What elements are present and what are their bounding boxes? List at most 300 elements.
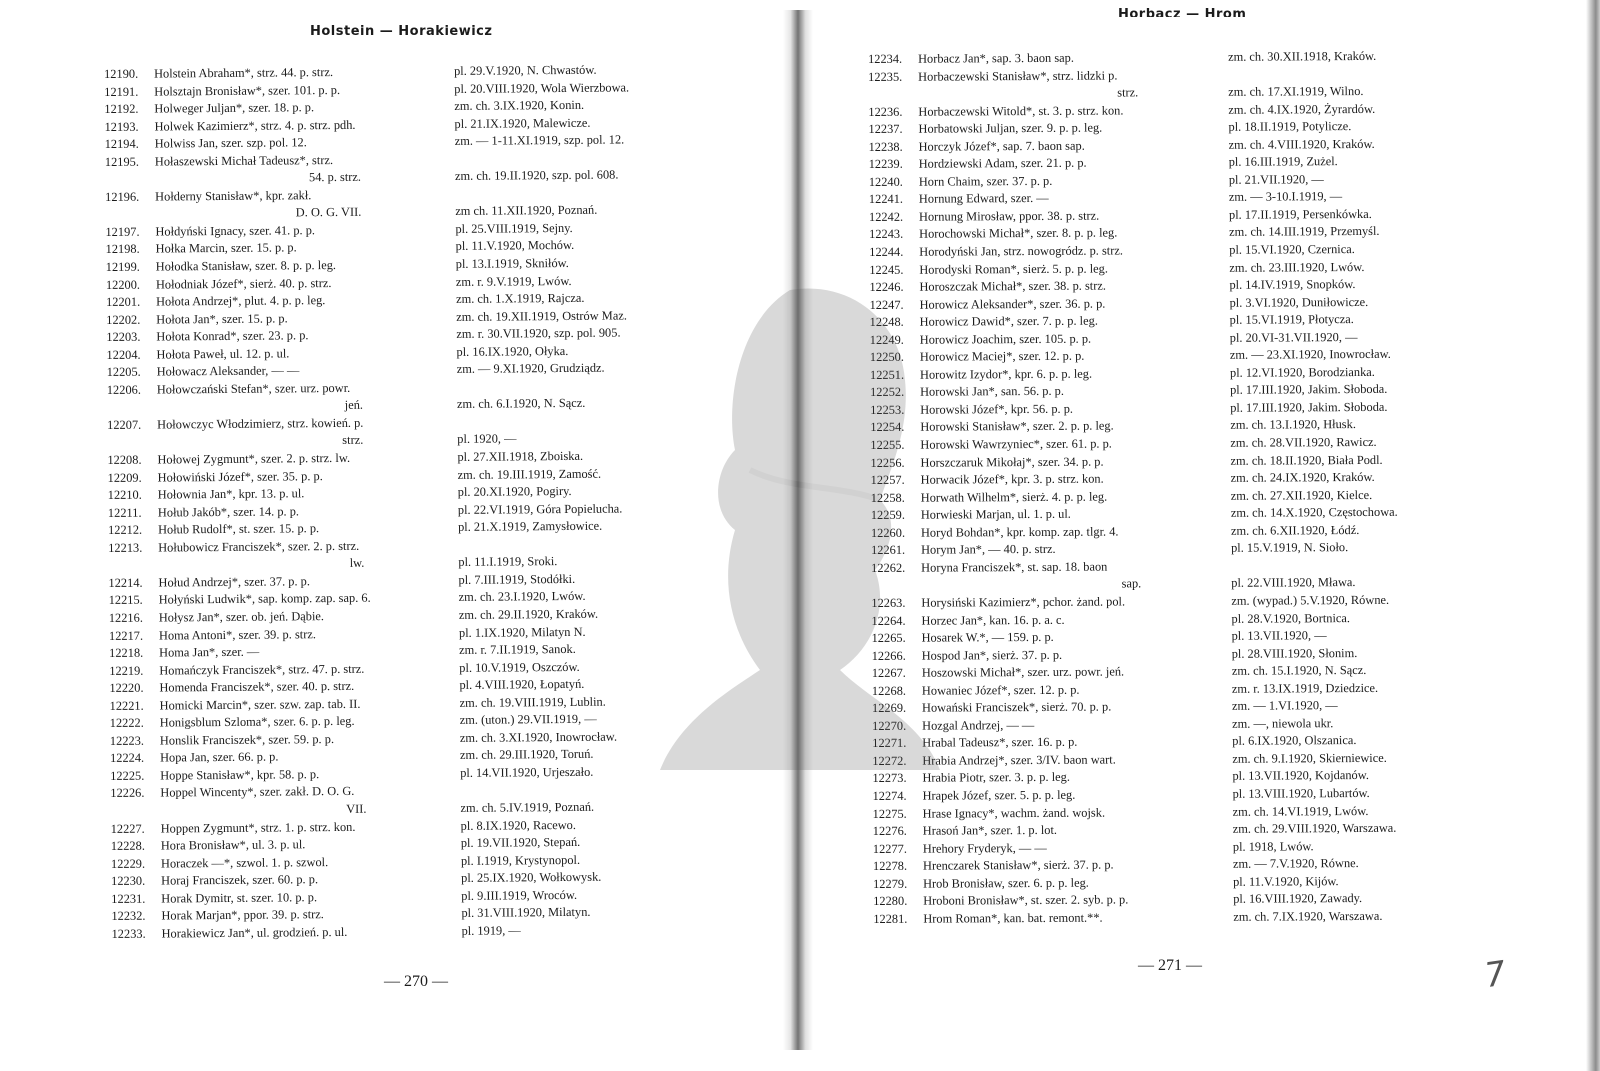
entry-number: 12214.	[108, 575, 143, 590]
entry-name: Hornung Mirosław, ppor. 38. p. strz.	[918, 208, 1100, 224]
handwritten-mark: 7	[1483, 953, 1507, 997]
entry-name: Horwacik Józef*, kpr. 3. p. strz. kon.	[920, 471, 1104, 487]
entry-number: 12246.	[869, 279, 904, 295]
entry-fate: pl. 22.VIII.1920, Mława.	[1231, 575, 1356, 591]
entry-number: 12281.	[873, 911, 908, 926]
entry-number: 12190.	[104, 66, 139, 81]
entry-number: 12256.	[870, 455, 905, 470]
entry-number: 12266.	[871, 648, 906, 663]
entry-name: Hora Bronisław*, ul. 3. p. ul.	[160, 837, 306, 853]
entry-number: 12271.	[872, 736, 907, 751]
entry-fate: zm. — 23.XI.1920, Inowrocław.	[1229, 347, 1391, 363]
entry-name: Horzec Jan*, kan. 16. p. a. c.	[921, 612, 1065, 628]
entry-number: 12262.	[871, 560, 906, 575]
entry-fate: pl. 11.V.1920, Mochów.	[455, 238, 575, 254]
entry-name: Hrasoń Jan*, szer. 1. p. lot.	[922, 822, 1058, 838]
entry-number: 12199.	[105, 259, 140, 275]
entry-fate: zm. ch. 29.VIII.1920, Warszawa.	[1232, 820, 1397, 836]
entry-name: Hrabia Andrzej*, szer. 3/IV. baon wart.	[922, 752, 1116, 768]
entry-name: Hospod Jan*, sierż. 37. p. p.	[921, 647, 1063, 663]
entry-name: Hołota Andrzej*, plut. 4. p. p. leg.	[155, 293, 326, 309]
entry-number: 12243.	[869, 227, 904, 242]
entry-name: Horaj Franciszek, szer. 60. p. p.	[161, 872, 319, 888]
entry-number: 12261.	[871, 543, 906, 558]
entry-number: 12237.	[868, 121, 903, 137]
entry-number: 12200.	[105, 277, 141, 292]
entry-number: 12236.	[868, 104, 903, 119]
entry-name: Hołdyński Ignacy, szer. 41. p. p.	[155, 223, 316, 239]
entry-number: 12224.	[109, 751, 145, 766]
entry-name: Horaczek —*, szwol. 1. p. szwol.	[160, 854, 329, 871]
entry-name: Hopa Jan, szer. 66. p. p.	[159, 749, 279, 765]
entry-name: Hołownia Jan*, kpr. 13. p. ul.	[157, 486, 305, 502]
entry-number: 12212.	[107, 522, 143, 538]
entry-number: 12209.	[107, 470, 142, 485]
entry-name: Horoszczak Michał*, szer. 38. p. strz.	[919, 278, 1106, 294]
entry-number: 12269.	[871, 701, 907, 716]
entry-name: Hrapek Józef, szer. 5. p. p. leg.	[922, 787, 1076, 803]
entry-number: 12218.	[109, 645, 144, 661]
entry-fate: pl. 8.IX.1920, Racewo.	[460, 817, 576, 833]
entry-fate: pl. 28.VIII.1920, Słonim.	[1231, 645, 1358, 661]
entry-number: 12226.	[110, 786, 145, 801]
entry-fate: zm. ch. 18.II.1920, Biała Podl.	[1230, 452, 1383, 468]
entry-fate: pl. 16.VIII.1920, Zawady.	[1233, 891, 1363, 907]
entry-number: 12245.	[869, 262, 904, 277]
entry-number: 12235.	[868, 69, 903, 84]
entry-fate: pl. 10.V.1919, Oszczów.	[459, 659, 580, 675]
entry-fate: pl. 13.VII.1920, Kojdanów.	[1232, 768, 1369, 784]
entry-number: 12267.	[871, 665, 906, 681]
entry-name: Hołowczyc Włodzimierz, strz. kowień. p.	[157, 415, 364, 432]
entry-name: Hrehory Fryderyk, — —	[922, 840, 1047, 856]
entry-fate: pl. 17.III.1920, Jakim. Słoboda.	[1230, 399, 1388, 415]
entry-number: 12202.	[106, 312, 141, 327]
entry-number: 12257.	[870, 472, 905, 488]
entry-number: 12231.	[111, 891, 146, 906]
list-item	[107, 412, 727, 453]
entry-number: 12249.	[869, 332, 904, 347]
entry-name: Holstein Abraham*, strz. 44. p. strz.	[154, 65, 334, 81]
entry-name: Horowski Józef*, kpr. 56. p. p.	[920, 401, 1074, 417]
entry-number: 12194.	[104, 136, 139, 152]
entry-name: Hrase Ignacy*, wachm. żand. wojsk.	[922, 805, 1106, 821]
entry-continuation: strz.	[342, 433, 364, 448]
entry-fate: pl. 28.V.1920, Bortnica.	[1231, 610, 1351, 626]
right-page	[800, 0, 1600, 1071]
entry-name: Horowski Wawrzyniec*, szer. 61. p. p.	[920, 436, 1112, 452]
entry-fate: pl. 1919, —	[461, 923, 521, 938]
entry-fate: zm. ch. 23.I.1920, Lwów.	[458, 589, 586, 605]
entry-number: 12219.	[109, 663, 144, 678]
entry-fate: zm. ch. 7.IX.1920, Warszawa.	[1233, 908, 1383, 924]
entry-fate: zm. ch. 19.III.1919, Zamość.	[457, 466, 602, 482]
entry-name: Horbaczewski Stanisław*, strz. lidzki p.	[918, 68, 1118, 84]
entry-fate: zm. ch. 14.X.1920, Częstochowa.	[1230, 504, 1398, 521]
entry-name: Hoppel Wincenty*, szer. zakł. D. O. G.	[160, 784, 355, 800]
entry-number: 12247.	[869, 297, 904, 312]
entry-continuation: strz.	[1117, 85, 1139, 100]
entry-number: 12241.	[868, 192, 904, 207]
entry-number: 12201.	[105, 294, 141, 310]
entry-number: 12227.	[110, 821, 145, 836]
entry-fate: pl. 18.II.1919, Potylicze.	[1228, 119, 1352, 134]
entry-fate: zm. ch. 19.XII.1919, Ostrów Maz.	[456, 308, 627, 324]
entry-number: 12228.	[110, 838, 145, 854]
entry-name: Honslik Franciszek*, szer. 59. p. p.	[159, 731, 335, 748]
running-header: Horbacz — Hrom	[1118, 7, 1247, 17]
entry-name: Hołodniak Józef*, sierż. 40. p. strz.	[155, 275, 332, 292]
entry-number: 12204.	[106, 347, 141, 362]
entry-number: 12198.	[105, 242, 140, 257]
entry-name: Holwiss Jan, szer. szp. pol. 12.	[154, 135, 307, 151]
entry-name: Horyd Bohdan*, kpr. komp. zap. tlgr. 4.	[920, 524, 1119, 540]
entry-fate: zm. ch. 9.I.1920, Skierniewice.	[1232, 750, 1387, 766]
entry-fate: zm. — 1-11.XI.1919, szp. pol. 12.	[454, 132, 625, 149]
entry-name: Homenda Franciszek*, szer. 40. p. strz.	[159, 678, 355, 695]
entry-number: 12223.	[109, 733, 145, 748]
entry-name: Hołaszewski Michał Tadeusz*, strz.	[154, 152, 334, 169]
entry-fate: pl. 1918, Lwów.	[1232, 838, 1314, 854]
entry-fate: zm. (uton.) 29.VII.1919, —	[459, 711, 597, 728]
entry-fate: zm. — 3-10.I.1919, —	[1228, 189, 1343, 205]
entry-number: 12239.	[868, 157, 903, 172]
entry-number: 12208.	[107, 452, 142, 468]
entry-number: 12265.	[871, 630, 906, 646]
list-item	[108, 534, 728, 575]
entry-name: Hołodka Stanisław, szer. 8. p. p. leg.	[155, 257, 337, 274]
entry-fate: pl. 13.I.1919, Skniłów.	[455, 255, 569, 271]
entry-number: 12207.	[107, 417, 142, 432]
entry-number: 12213.	[108, 540, 143, 555]
entry-fate: pl. 19.VII.1920, Stepań.	[460, 834, 581, 850]
entry-number: 12242.	[868, 209, 904, 224]
entry-fate: zm. ch. 6.I.1920, N. Sącz.	[456, 396, 586, 412]
entry-fate: zm. ch. 14.VI.1919, Lwów.	[1232, 803, 1369, 819]
entry-name: Hołub Rudolf*, st. szer. 15. p. p.	[157, 521, 320, 537]
entry-continuation: VII.	[346, 801, 367, 816]
entry-number: 12193.	[104, 119, 139, 134]
entry-fate: zm. — 1.VI.1920, —	[1231, 698, 1338, 714]
entry-name: Horn Chaim, szer. 37. p. p.	[918, 173, 1053, 189]
entry-name: Hołowczański Stefan*, szer. urz. powr.	[156, 380, 351, 397]
entry-name: Horowski Stanisław*, szer. 2. p. p. leg.	[920, 418, 1114, 435]
entry-number: 12273.	[872, 771, 907, 786]
entry-fate: pl. 1.IX.1920, Milatyn N.	[458, 624, 586, 640]
entry-name: Horbatowski Juljan, szer. 9. p. p. leg.	[918, 120, 1103, 136]
entry-fate: zm. ch. 4.IX.1920, Żyrardów.	[1228, 101, 1376, 117]
entry-name: Holweger Juljan*, szer. 18. p. p.	[154, 100, 315, 116]
entry-name: Homa Jan*, szer. —	[159, 644, 260, 660]
entry-fate: pl. 11.I.1919, Sroki.	[458, 554, 558, 570]
entry-fate: pl. 7.III.1919, Stodółki.	[458, 571, 576, 587]
entry-number: 12232.	[111, 908, 146, 924]
entry-name: Hrabal Tadeusz*, szer. 16. p. p.	[922, 735, 1078, 751]
list-item	[110, 780, 730, 821]
entry-name: Horym Jan*, — 40. p. strz.	[921, 542, 1056, 557]
entry-name: Hrob Bronisław, szer. 6. p. p. leg.	[923, 875, 1089, 891]
entry-number: 12272.	[872, 753, 907, 768]
entry-fate: pl. 1920, —	[457, 431, 517, 447]
entry-fate: zm. ch. 14.III.1919, Przemyśl.	[1229, 224, 1380, 240]
entry-number: 12250.	[869, 350, 904, 365]
entry-fate: pl. 14.VII.1920, Urjeszało.	[460, 764, 594, 780]
entry-continuation: lw.	[349, 556, 365, 571]
entry-number: 12253.	[870, 402, 905, 417]
entry-name: Howaniec Józef*, szer. 12. p. p.	[921, 682, 1080, 698]
entry-name: Horak Marjan*, ppor. 39. p. strz.	[161, 907, 324, 923]
entry-fate: pl. 16.IX.1920, Ołyka.	[456, 343, 569, 359]
entry-number: 12240.	[868, 174, 903, 189]
entry-number: 12234.	[868, 51, 903, 66]
entry-continuation: sap.	[1121, 576, 1142, 591]
entry-number: 12217.	[108, 628, 144, 643]
entry-fate: pl. 13.VIII.1920, Lubartów.	[1232, 785, 1370, 801]
entry-fate: pl. 21.IX.1920, Malewicze.	[454, 115, 591, 131]
entry-fate: pl. 12.VI.1920, Borodzianka.	[1229, 364, 1375, 380]
entry-fate: zm. ch. 3.XI.1920, Inowrocław.	[459, 729, 618, 745]
list-item	[873, 907, 1513, 928]
entry-fate: zm. r. 7.II.1919, Sanok.	[459, 641, 576, 657]
entry-number: 12260.	[870, 525, 906, 540]
entry-number: 12220.	[109, 680, 144, 696]
entry-name: Horyna Franciszek*, st. sap. 18. baon	[921, 559, 1108, 575]
entry-name: Horak Dymitr, st. szer. 10. p. p.	[161, 889, 318, 906]
entry-name: Howański Franciszek*, sierż. 70. p. p.	[921, 699, 1112, 715]
entry-name: Hornung Edward, szer. —	[918, 191, 1049, 207]
entry-name: Horowicz Aleksander*, szer. 36. p. p.	[919, 296, 1106, 312]
entry-continuation: 54. p. strz.	[308, 170, 362, 185]
entry-fate: pl. 20.VI-31.VII.1920, —	[1229, 329, 1358, 345]
entry-number: 12248.	[869, 314, 904, 330]
entry-fate: pl. 9.III.1919, Wroców.	[461, 887, 578, 903]
running-header: Holstein — Horakiewicz	[310, 24, 493, 39]
entry-list	[868, 47, 1513, 928]
entry-name: Honigsblum Szloma*, szer. 6. p. p. leg.	[159, 714, 355, 730]
entry-name: Horowitz Izydor*, kpr. 6. p. p. leg.	[919, 366, 1093, 382]
list-item	[871, 556, 1511, 595]
page-number: — 270 —	[384, 973, 448, 990]
entry-number: 12206.	[106, 382, 141, 397]
entry-number: 12279.	[873, 876, 908, 891]
entry-fate: pl. 17.III.1920, Jakim. Słoboda.	[1230, 382, 1388, 398]
entry-number: 12280.	[873, 894, 908, 909]
entry-fate: zm. r. 30.VII.1920, szp. pol. 905.	[456, 325, 621, 342]
entry-name: Horwath Wilhelm*, sierż. 4. p. p. leg.	[920, 489, 1108, 505]
entry-name: Hozgal Andrzej, — —	[922, 717, 1035, 733]
entry-fate: zm. ch. 27.XII.1920, Kielce.	[1230, 487, 1373, 503]
entry-fate: zm. ch. 28.VII.1920, Rawicz.	[1230, 434, 1377, 450]
entry-fate: pl. 20.VIII.1920, Wola Wierzbowa.	[454, 79, 630, 96]
entry-name: Hoppe Stanisław*, kpr. 58. p. p.	[160, 767, 320, 783]
entry-number: 12195.	[104, 154, 139, 169]
entry-number: 12264.	[871, 613, 906, 628]
entry-name: Hołud Andrzej*, szer. 37. p. p.	[158, 574, 310, 590]
entry-number: 12216.	[108, 610, 143, 625]
entry-number: 12196.	[105, 189, 140, 204]
entry-name: Hordziewski Adam, szer. 21. p. p.	[918, 155, 1087, 171]
entry-number: 12268.	[871, 683, 907, 698]
list-item	[105, 148, 725, 189]
entry-name: Hołderny Stanisław*, kpr. zakł.	[155, 188, 312, 204]
entry-name: Hołota Jan*, szer. 15. p. p.	[156, 311, 288, 327]
entry-name: Hołka Marcin, szer. 15. p. p.	[155, 240, 297, 257]
entry-fate: zm. ch. 30.XII.1918, Kraków.	[1227, 48, 1377, 64]
entry-number: 12233.	[111, 926, 146, 941]
entry-fate: zm. ch. 19.VIII.1919, Lublin.	[459, 694, 606, 710]
entry-fate: pl. 17.II.1919, Persenkówka.	[1228, 206, 1372, 222]
entry-number: 12263.	[871, 595, 906, 610]
entry-number: 12275.	[872, 806, 907, 821]
entry-number: 12238.	[868, 139, 903, 154]
entry-number: 12221.	[109, 698, 144, 713]
entry-name: Horbacz Jan*, sap. 3. baon sap.	[918, 50, 1074, 66]
entry-number: 12229.	[110, 856, 146, 871]
entry-fate: zm. (wypad.) 5.V.1920, Równe.	[1231, 592, 1390, 608]
entry-fate: pl. 15.V.1919, N. Sioło.	[1231, 540, 1349, 556]
entry-fate: pl. 4.VIII.1920, Łopatyń.	[459, 676, 585, 693]
entry-number: 12258.	[870, 490, 905, 505]
entry-fate: zm. ch. 15.I.1920, N. Sącz.	[1231, 663, 1367, 678]
entry-fate: pl. 31.VIII.1920, Milatyn.	[461, 905, 591, 921]
list-item	[107, 376, 727, 417]
entry-name: Hoszowski Michał*, szer. urz. powr. jeń.	[921, 664, 1125, 680]
entry-name: Horszczaruk Mikołaj*, szer. 34. p. p.	[920, 454, 1104, 470]
entry-fate: pl. 20.XI.1920, Pogiry.	[457, 484, 572, 500]
entry-number: 12276.	[872, 823, 907, 839]
entry-number: 12251.	[869, 367, 905, 382]
entry-name: Horakiewicz Jan*, ul. grodzień. p. ul.	[161, 924, 348, 941]
entry-number: 12274.	[872, 788, 907, 803]
entry-name: Homańczyk Franciszek*, strz. 47. p. strz.	[159, 661, 365, 678]
entry-name: Homa Antoni*, szer. 39. p. strz.	[158, 626, 316, 643]
entry-name: Horochowski Michał*, szer. 8. p. p. leg.	[919, 225, 1118, 242]
entry-number: 12277.	[872, 841, 907, 856]
entry-name: Hołowiński Józef*, szer. 35. p. p.	[157, 468, 323, 485]
entry-name: Hrabia Piotr, szer. 3. p. p. leg.	[922, 770, 1070, 786]
entry-continuation: D. O. G. VII.	[295, 205, 362, 220]
entry-name: Horowski Jan*, san. 56. p. p.	[920, 384, 1064, 400]
entry-fate: pl. 29.V.1920, N. Chwastów.	[453, 62, 597, 78]
entry-fate: zm. ch. 29.II.1920, Kraków.	[458, 606, 599, 622]
entry-fate: zm. ch. 5.IV.1919, Poznań.	[460, 799, 595, 815]
entry-name: Horysiński Kazimierz*, pchor. żand. pol.	[921, 594, 1126, 610]
entry-number: 12252.	[870, 385, 905, 400]
entry-number: 12254.	[870, 420, 905, 435]
entry-fate: pl. 6.IX.1920, Olszanica.	[1232, 733, 1357, 749]
entry-fate: zm. ch. 3.IX.1920, Konin.	[454, 97, 585, 114]
entry-number: 12278.	[872, 858, 908, 874]
entry-fate: zm. r. 9.V.1919, Lwów.	[455, 273, 572, 289]
entry-name: Homicki Marcin*, szer. szw. zap. tab. II.	[159, 696, 361, 713]
entry-name: Hrom Roman*, kan. bat. remont.**.	[923, 910, 1103, 926]
entry-number: 12244.	[869, 244, 904, 260]
entry-fate: zm. ch. 1.X.1919, Rajcza.	[455, 290, 585, 307]
entry-continuation: jeń.	[344, 398, 364, 413]
entry-name: Hołub Jakób*, szer. 14. p. p.	[157, 503, 300, 520]
entry-fate: pl. 27.XII.1918, Zboiska.	[457, 448, 584, 464]
entry-name: Horodyński Jan, strz. nowogródz. p. strz.	[919, 243, 1124, 259]
entry-number: 12192.	[104, 101, 139, 117]
entry-fate: pl. 15.VI.1920, Czernica.	[1229, 242, 1355, 257]
entry-fate: zm. —, niewola ukr.	[1232, 715, 1334, 731]
entry-name: Horowicz Maciej*, szer. 12. p. p.	[919, 348, 1085, 364]
entry-fate: zm ch. 11.XII.1920, Poznań.	[455, 203, 598, 219]
entry-name: Horowicz Dawid*, szer. 7. p. p. leg.	[919, 313, 1098, 329]
entry-fate: pl. 25.IX.1920, Wołkowysk.	[461, 869, 602, 886]
entry-name: Hrenczarek Stanisław*, sierż. 37. p. p.	[922, 857, 1114, 873]
page-number: — 271 —	[1138, 957, 1202, 974]
entry-fate: zm. ch. 17.XI.1919, Wilno.	[1228, 84, 1364, 99]
entry-number: 12270.	[872, 718, 907, 733]
entry-fate: zm. ch. 4.VIII.1920, Kraków.	[1228, 136, 1375, 152]
entry-name: Horowicz Joachim, szer. 105. p. p.	[919, 331, 1092, 347]
entry-number: 12197.	[105, 224, 140, 239]
entry-fate: pl. 11.V.1920, Kijów.	[1233, 873, 1339, 889]
entry-fate: zm. ch. 6.XII.1920, Łódź.	[1230, 522, 1360, 538]
entry-fate: pl. 22.VI.1919, Góra Popielucha.	[457, 501, 623, 517]
entry-number: 12203.	[106, 329, 141, 345]
page-edge-shadow	[1586, 0, 1600, 1071]
entry-name: Horczyk Józef*, sap. 7. baon sap.	[918, 138, 1085, 154]
entry-number: 12225.	[110, 768, 145, 783]
entry-fate: pl. 21.VII.1920, —	[1228, 172, 1324, 187]
entry-fate: pl. 3.VI.1920, Duniłowicze.	[1229, 294, 1369, 310]
entry-name: Hoppen Zygmunt*, strz. 1. p. strz. kon.	[160, 819, 356, 836]
entry-fate: zm. ch. 29.III.1920, Toruń.	[459, 747, 594, 763]
entry-name: Holsztajn Bronisław*, szer. 101. p. p.	[154, 82, 341, 99]
entry-name: Hołysz Jan*, szer. ob. jeń. Dąbie.	[158, 609, 325, 625]
entry-name: Hołota Paweł, ul. 12. p. ul.	[156, 346, 290, 362]
entry-name: Hołyński Ludwik*, sap. komp. zap. sap. 6.	[158, 591, 371, 607]
entry-fate: pl. 15.VI.1919, Płotycza.	[1229, 312, 1354, 327]
entry-number: 12191.	[104, 84, 139, 99]
entry-number: 12255.	[870, 437, 905, 453]
entry-fate: pl. I.1919, Krystynopol.	[460, 852, 581, 868]
entry-number: 12205.	[106, 364, 141, 380]
entry-name: Hołowej Zygmunt*, szer. 2. p. strz. lw.	[157, 450, 351, 467]
entry-name: Holwek Kazimierz*, strz. 4. p. strz. pdh.	[154, 117, 356, 134]
entry-fate: zm. — 7.V.1920, Równe.	[1232, 856, 1359, 871]
entry-name: Hosarek W.*, — 159. p. p.	[921, 629, 1054, 645]
entry-fate: zm. ch. 19.II.1920, szp. pol. 608.	[454, 167, 619, 184]
entry-fate: zm. ch. 23.III.1920, Lwów.	[1229, 259, 1365, 275]
entry-name: Hołota Konrad*, szer. 23. p. p.	[156, 328, 309, 344]
entry-name: Horbaczewski Witold*, st. 3. p. strz. kon.	[918, 103, 1124, 119]
entry-number: 12259.	[870, 508, 905, 523]
entry-fate: zm. — 9.XI.1920, Grudziądz.	[456, 360, 605, 377]
entry-fate: pl. 21.X.1919, Zamysłowice.	[457, 518, 603, 535]
entry-number: 12222.	[109, 715, 144, 731]
entry-fate: pl. 25.VIII.1919, Sejny.	[455, 220, 573, 236]
entry-number: 12215.	[108, 593, 143, 608]
entry-number: 12230.	[111, 873, 146, 889]
list-item	[868, 65, 1508, 104]
entry-name: Horodyski Roman*, sierż. 5. p. p. leg.	[919, 261, 1108, 277]
entry-fate: pl. 14.IV.1919, Snopków.	[1229, 277, 1356, 292]
entry-number: 12211.	[107, 505, 142, 520]
entry-fate: zm. ch. 13.I.1920, Hłusk.	[1230, 417, 1356, 433]
entry-name: Horwieski Marjan, ul. 1. p. ul.	[920, 506, 1071, 522]
book-gutter-shadow	[783, 10, 813, 1050]
entry-list	[104, 61, 732, 944]
entry-fate: zm. ch. 24.IX.1920, Kraków.	[1230, 470, 1375, 485]
entry-name: Hroboni Bronisław*, st. szer. 2. syb. p. p.	[923, 892, 1129, 908]
entry-number: 12210.	[107, 487, 142, 503]
entry-fate: pl. 16.III.1919, Zużel.	[1228, 154, 1338, 170]
entry-fate: pl. 13.VII.1920, —	[1231, 628, 1327, 643]
list-item	[105, 183, 725, 224]
